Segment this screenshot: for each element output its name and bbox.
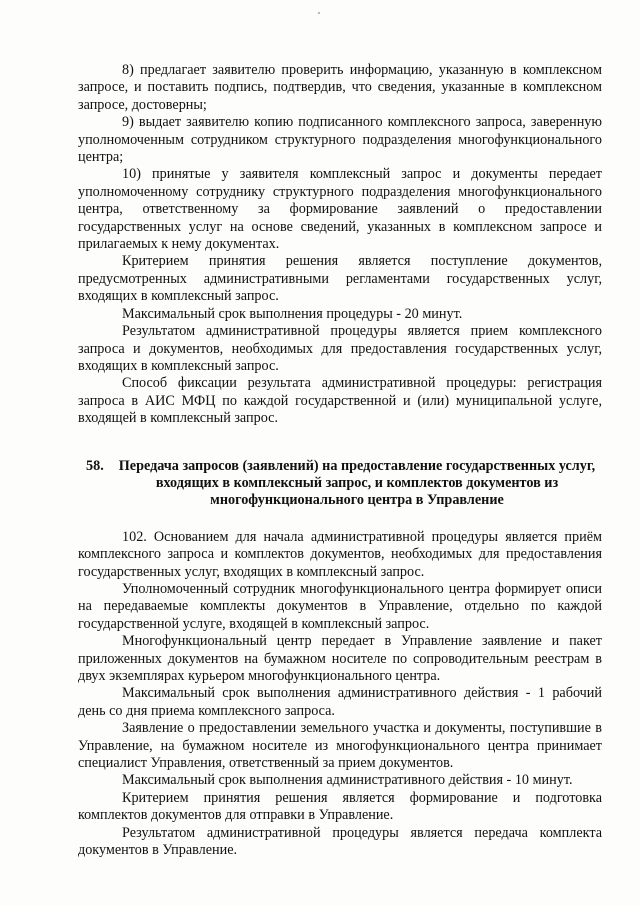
paragraph: Уполномоченный сотрудник многофункционального центра формирует описи на передаваемые комплекты документов в Управление, отдельно по каждой государственной услуге, входящей в комплексный запрос.: [78, 580, 602, 632]
paragraph: Результатом административной процедуры является прием комплексного запроса и документов, необходимых для предоставления государственных услуг, входящих в комплексный запрос.: [78, 323, 602, 374]
paragraph: Максимальный срок выполнения административного действия - 10 минут.: [122, 772, 573, 789]
paragraph: Критерием принятия решения является поступление документов, предусмотренных административными регламентами государственных услуг, входящих в комплексный запрос.: [78, 253, 602, 305]
list-item: 10) принятые у заявителя комплексный запрос и документы передает уполномоченному сотруднику структурного подразделения многофункционального центра, ответственному за формирование заявлений о предоставлении государственных услуг на основе сведений, указанных в комплексном запросе и прилагаемых к нему документах.: [78, 166, 602, 253]
section-title: Передача запросов (заявлений) на предоставление государственных услуг, входящих в комплексный запрос, и комплектов документов из многофункционального центра в Управление: [118, 457, 596, 509]
section-57-conclusion: [78, 253, 602, 427]
numbered-items: [78, 62, 602, 253]
paragraph: Многофункциональный центр передает в Управление заявление и пакет приложенных документов на бумажном носителе по сопроводительным реестрам в двух экземплярах курьером многофункционального центра.: [78, 633, 602, 684]
paragraph: Способ фиксации результата административной процедуры: регистрация запроса в АИС МФЦ по каждой государственной и (или) муниципальной услуге, входящей в комплексный запрос.: [78, 375, 602, 427]
section-number: 58.: [86, 457, 104, 474]
paragraph: 102. Основанием для начала административной процедуры является приём комплексного запроса и комплектов документов, необходимых для предоставления государственных услуг, входящих в комплексный запрос.: [78, 528, 602, 580]
paragraph: Максимальный срок выполнения административного действия - 1 рабочий день со дня приема комплексного запроса.: [78, 685, 602, 719]
paragraph: Заявление о предоставлении земельного участка и документы, поступившие в Управление, на бумажном носителе из многофункционального центра принимает специалист Управления, ответственный за прием документов.: [78, 720, 602, 772]
paragraph: Максимальный срок выполнения процедуры - 20 минут.: [122, 305, 463, 322]
list-item: 9) выдает заявителю копию подписанного комплексного запроса, заверенную уполномоченным сотрудником структурного подразделения многофункционального центра;: [78, 114, 602, 166]
section-heading: [78, 458, 602, 510]
scan-speck: [318, 12, 320, 14]
list-item: 8) предлагает заявителю проверить информацию, указанную в комплексном запросе, и поставить подпись, подтвердив, что сведения, указанные в комплексном запросе, достоверны;: [78, 62, 602, 113]
paragraph: Результатом административной процедуры является передача комплекта документов в Управление.: [78, 824, 602, 859]
section-58-body: [78, 529, 602, 860]
paragraph: Критерием принятия решения является формирование и подготовка комплектов документов для отправки в Управление.: [78, 789, 602, 824]
